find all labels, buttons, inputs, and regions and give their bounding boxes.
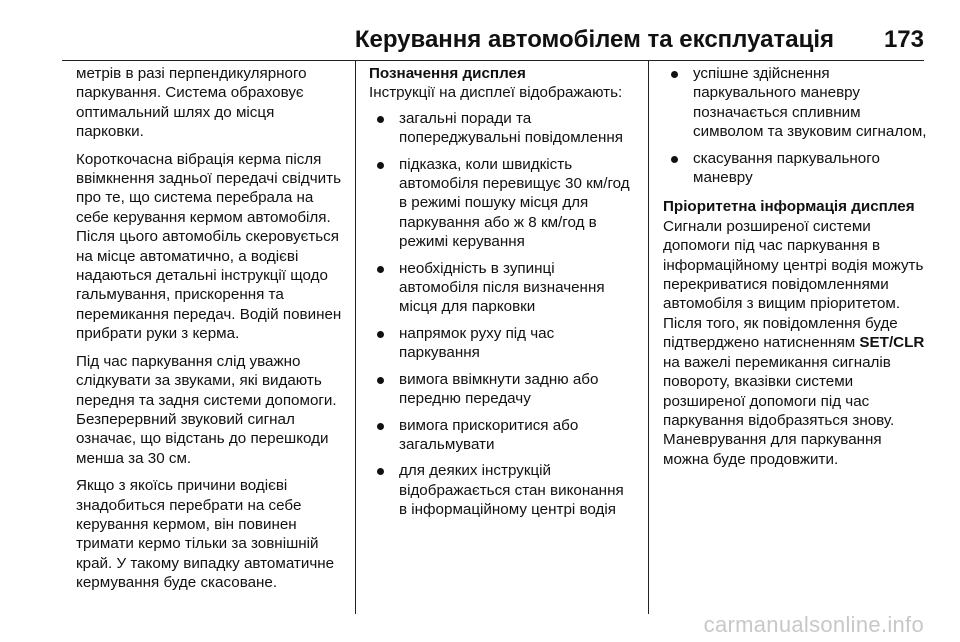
page-number: 173 — [883, 26, 924, 53]
display-indications-list — [369, 109, 635, 520]
section-heading-display: Позначення дисплея — [369, 65, 526, 82]
set-clr-button-label: SET/CLR — [859, 334, 925, 352]
paragraph: Маневрування для паркування можна буде продовжити. — [663, 431, 882, 468]
paragraph: Під час паркування слід уважно слідкувати за звуками, які видають передня та задня системи допомоги. Безперервний звуковий сигнал означає, що відстань до перешкоди менша за 30 см. — [76, 352, 337, 467]
column-divider-1 — [355, 61, 356, 614]
list-item: необхідність в зупинці автомобіля після визначення місця для парковки — [369, 259, 635, 317]
list-item: скасування паркувального маневру — [663, 149, 929, 188]
column-2 — [369, 64, 635, 527]
page-header — [62, 22, 924, 58]
list-item: загальні поради та попереджувальні повідомлення — [369, 109, 635, 148]
column-3 — [663, 64, 929, 469]
display-indications-list-continued — [663, 64, 929, 187]
list-item: для деяких інструкцій відображається стан виконання в інформаційному центрі водія — [369, 461, 635, 519]
paragraph — [663, 217, 929, 430]
watermark: carmanualsonline.info — [703, 612, 924, 637]
chapter-title: Керування автомобілем та експлуатація — [354, 26, 834, 53]
section-intro: Інструкції на дисплеї відображають: — [369, 84, 623, 102]
list-item: підказка, коли швидкість автомобіля перевищує 30 км/год в режимі пошуку місця для паркування або ж 8 км/год в режимі керування — [369, 155, 635, 252]
list-item: успішне здійснення паркувального маневру позначається спливним символом та звуковим сигналом, — [663, 64, 929, 142]
paragraph: Якщо з якоїсь причини водієві знадобиться перебрати на себе керування кермом, він повинен тримати кермо тільки за зовнішній край. У такому випадку автоматичне кермування буде скасоване. — [76, 477, 335, 592]
list-item: напрямок руху під час паркування — [369, 324, 635, 363]
list-item: вимога ввімкнути задню або передню передачу — [369, 370, 635, 409]
column-1 — [76, 64, 342, 601]
column-divider-2 — [648, 61, 649, 614]
header-divider — [62, 60, 924, 61]
section-heading-priority: Пріоритетна інформація дисплея — [663, 198, 915, 216]
paragraph-text: на важелі перемикання сигналів повороту, вказівки системи розширеної допомоги під час паркування відобразяться знову. — [663, 353, 895, 429]
list-item: вимога прискоритися або загальмувати — [369, 416, 635, 455]
paragraph: Короткочасна вібрація керма після ввімкнення задньої передачі свідчить про те, що система перебрала на себе керування кермом автомобіля. Після цього автомобіль скеровується на місце автоматично, а водієві надаються детальні інструкції щодо гальмування, прискорення та перемикання передач. Водій повинен прибрати руки з керма. — [76, 150, 342, 343]
paragraph: метрів в разі перпендикулярного паркування. Система обраховує оптимальний шлях до місця парковки. — [76, 65, 307, 141]
paragraph-text: Сигнали розширеної системи допомоги під час паркування в інформаційному центрі водія можуть перекриватися повідомленнями автомобіля з вищим пріоритетом. Після того, як повідомлення буде підтверджено натисненням — [663, 217, 924, 352]
